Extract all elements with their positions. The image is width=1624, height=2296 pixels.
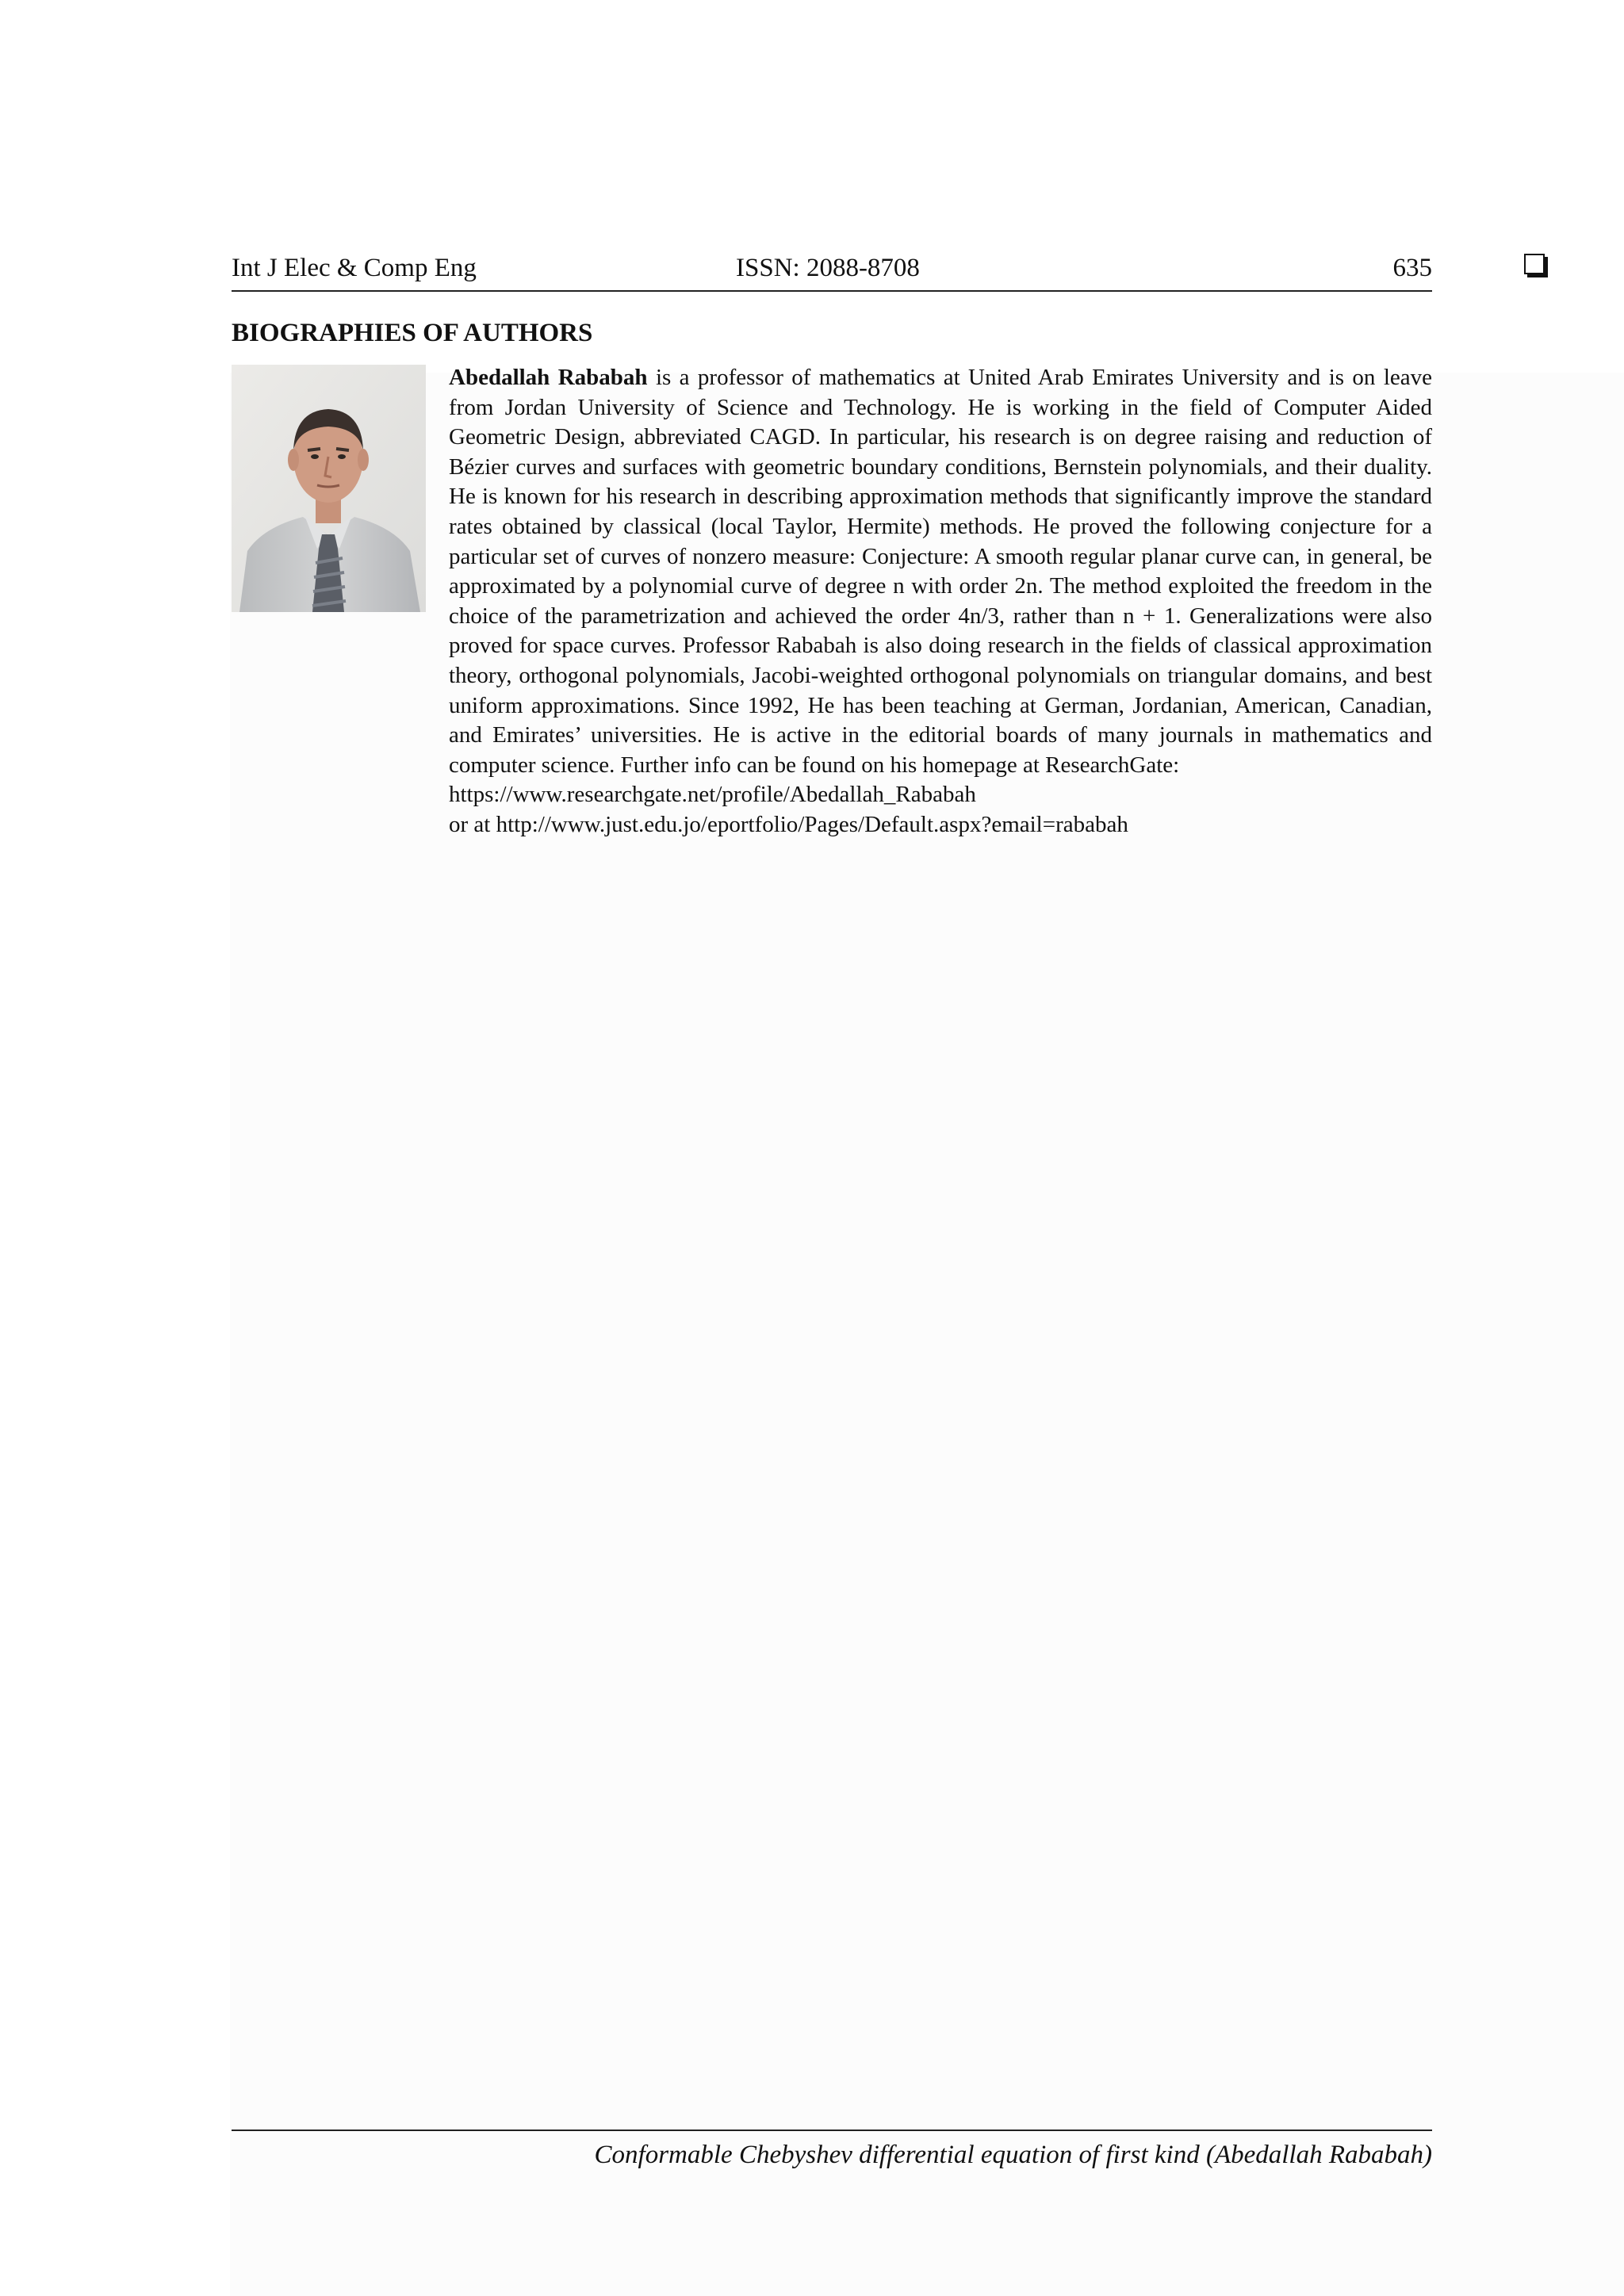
running-footer: Conformable Chebyshev differential equation of first kind (Abedallah Rababah) [594,2141,1432,2169]
issn: ISSN: 2088-8708 [736,254,920,282]
author-name: Abedallah Rababah [449,365,648,390]
section-heading: BIOGRAPHIES OF AUTHORS [232,319,593,347]
page-number: 635 [1392,254,1432,282]
author-photo [232,365,426,612]
square-box-icon [1524,254,1545,274]
homepage-link[interactable]: or at http://www.just.edu.jo/eportfolio/Pages/Default.aspx?email=rababah [449,811,1128,837]
researchgate-link[interactable]: https://www.researchgate.net/profile/Abedallah_Rababah [449,782,976,808]
author-biography [449,363,1432,840]
author-portrait-illustration [232,365,426,612]
running-header [232,249,1432,292]
footer-rule [232,2130,1432,2131]
author-bio-text: is a professor of mathematics at United Arab Emirates University and is on leave from Jordan University of Science and Technology. He is working in the field of Computer Aided Geometric Design, abbreviated CAGD. In particular, his research is on degree raising and reduction of Bézier curves and surfaces with geometric boundary conditions, Bernstein polynomials, and their duality. He is known for his research in describing approximation methods that significantly improve the standard rates obtained by classical (local Taylor, Hermite) methods. He proved the following conjecture for a particular set of curves of nonzero measure: Conjecture: A smooth regular planar curve can, in general, be approximated by a polynomial curve of degree n with order 2n. The method exploited the freedom in the choice of the parametrization and achieved the order 4n/3, rather than n + 1. Generalizations were also proved for space curves. Professor Rababah is also doing research in the fields of classical approximation theory, orthogonal polynomials, Jacobi-weighted orthogonal polynomials on triangular domains, and best uniform approximations. Since 1992, He has been teaching at German, Jordanian, American, Canadian, and Emirates’ universities. He is active in the editorial boards of many journals in mathematics and computer science. Further info can be found on his homepage at ResearchGate: [449,365,1432,778]
journal-name: Int J Elec & Comp Eng [232,254,477,282]
